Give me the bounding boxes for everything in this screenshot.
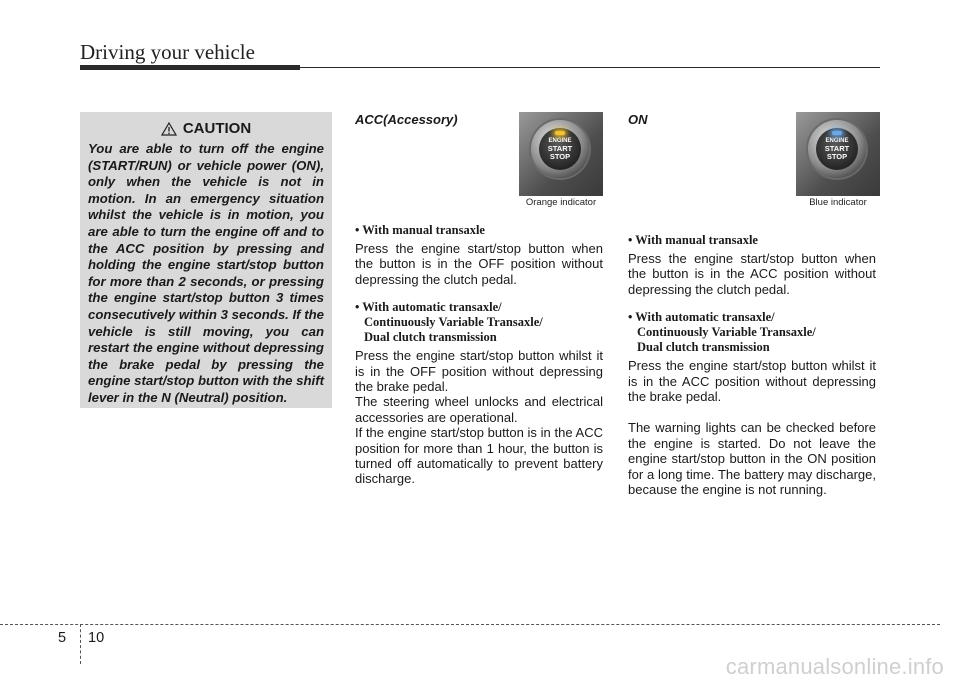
blue-indicator-light (832, 131, 842, 135)
on-section (628, 110, 876, 497)
acc-extra-text-1: The steering wheel unlocks and electrical accessories are operational. (355, 394, 603, 425)
page-header-title: Driving your vehicle (80, 40, 255, 64)
warning-triangle-icon (161, 122, 177, 136)
caution-header (88, 120, 324, 137)
caution-text: You are able to turn off the engine (START/RUN) or vehicle power (ON), only when the vehicle is not in motion. In an emergency situation whilst the vehicle is in motion, you are able to turn the engine off and to the ACC position by pressing and holding the engine start/stop button for more than 2 seconds, or pressing the engine start/stop button 3 times consecutively within 3 seconds. If the vehicle is still moving, you can restart the engine without depressing the brake pedal by pressing the engine start/stop button with the shift lever in the N (Neutral) position. (88, 141, 324, 405)
chapter-number: 5 (58, 630, 67, 646)
acc-section (355, 110, 603, 487)
acc-indicator-figure (519, 112, 603, 212)
acc-image-caption: Orange indicator (525, 197, 597, 208)
watermark-text: carmanualsonline.info (725, 654, 944, 679)
acc-auto-heading: • With automatic transaxle/ Continuously Variable Transaxle/ Dual clutch transmission (355, 300, 543, 345)
on-manual-text: Press the engine start/stop button when the button is in the ACC position without depressing the clutch pedal. (628, 251, 876, 297)
acc-title: ACC(Accessory) (355, 112, 458, 127)
on-auto-text: Press the engine start/stop button whilst it is in the ACC position without depressing the brake pedal. (628, 358, 876, 405)
acc-manual-heading: • With manual transaxle (355, 223, 485, 237)
on-title: ON (628, 112, 648, 127)
acc-manual-text: Press the engine start/stop button when the button is in the OFF position without depressing the clutch pedal. (355, 241, 603, 287)
on-manual-heading: • With manual transaxle (628, 233, 758, 247)
engine-start-button-image: ENGINE START STOP (796, 112, 880, 196)
caution-box (80, 112, 332, 408)
footer-rule (0, 624, 940, 625)
on-image-caption: Blue indicator (809, 197, 867, 208)
header-rule-thin (300, 67, 880, 68)
on-extra-text: The warning lights can be checked before the engine is started. Do not leave the engine start/stop button in the ON position for a long time. The battery may discharge, because the engine is not running. (628, 420, 876, 498)
acc-extra-text-2: If the engine start/stop button is in the ACC position for more than 1 hour, the button is turned off automatically to prevent battery discharge. (355, 425, 603, 487)
page-number: 10 (88, 630, 105, 646)
orange-indicator-light (555, 131, 565, 135)
acc-auto-text: Press the engine start/stop button whilst it is in the OFF position without depressing the brake pedal. (355, 348, 603, 395)
header-rule-thick (80, 65, 300, 70)
on-auto-heading: • With automatic transaxle/ Continuously Variable Transaxle/ Dual clutch transmission (628, 310, 816, 355)
caution-title: CAUTION (182, 120, 252, 137)
footer-divider (80, 624, 81, 664)
on-indicator-figure (796, 112, 880, 212)
engine-start-button-image: ENGINE START STOP (519, 112, 603, 196)
